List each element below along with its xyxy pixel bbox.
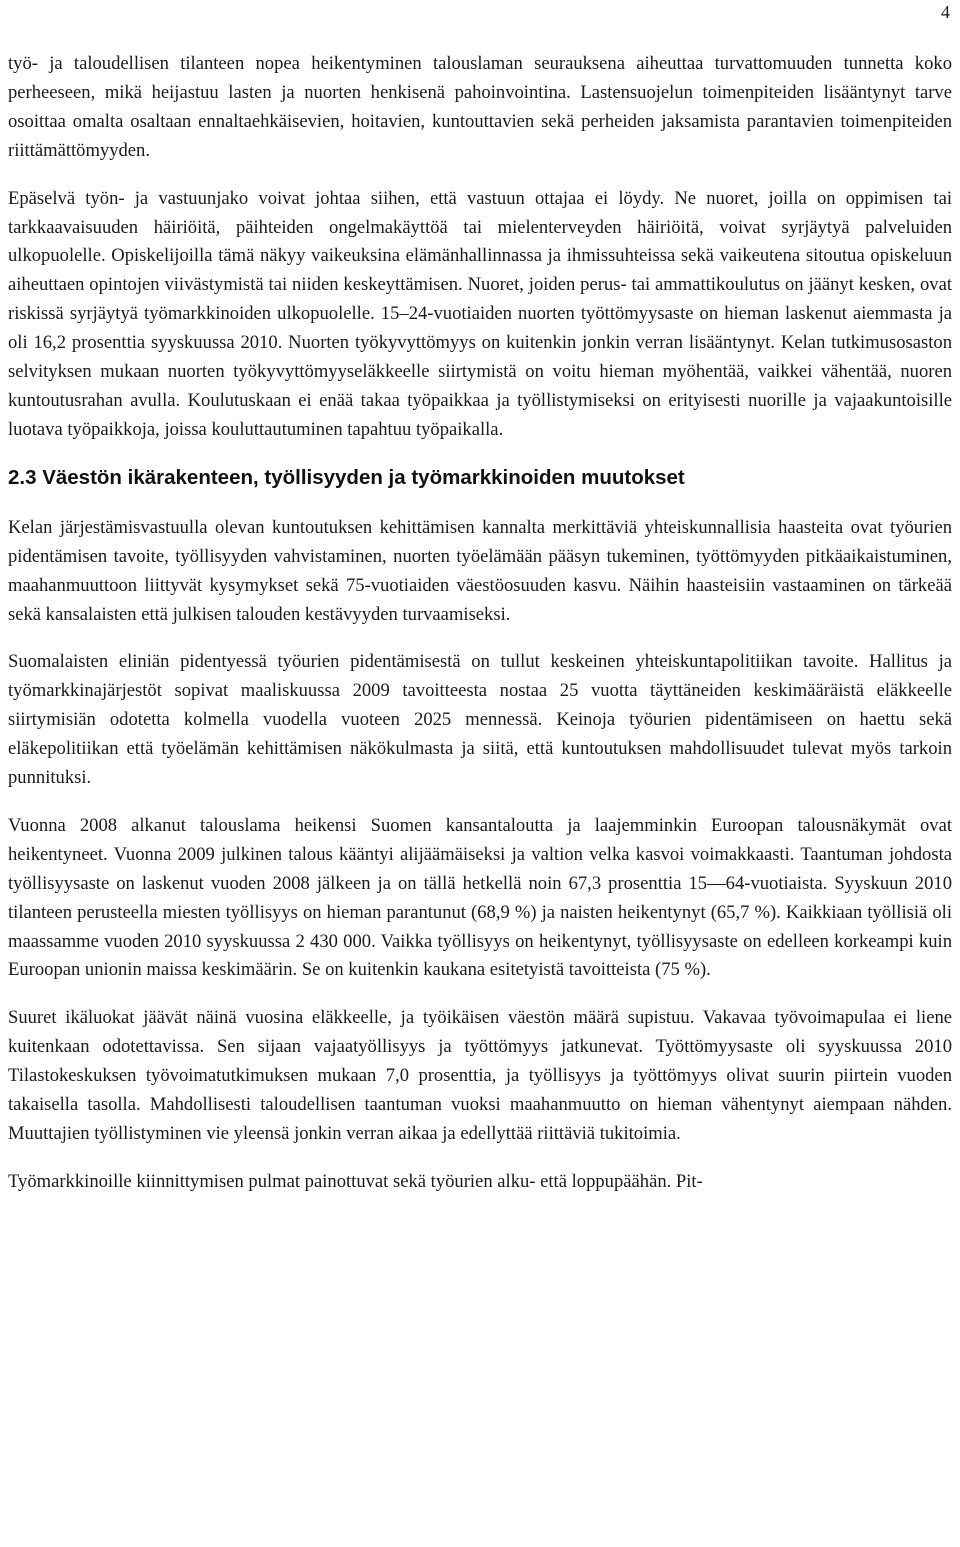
page-number: 4 bbox=[941, 2, 950, 22]
paragraph: Työmarkkinoille kiinnittymisen pulmat painottuvat sekä työurien alku- että loppupäähän. Pit- bbox=[8, 1170, 703, 1192]
paragraph: Suomalaisten eliniän pidentyessä työurien pidentämisestä on tullut keskeinen yhteiskuntapolitiikan tavoite. Hallitus ja työmarkkinajärjestöt sopivat maaliskuussa 2009 tavoitteesta nostaa 25 vuotta täyttäneiden keskimääräistä eläkkeelle siirtymisiän odotetta kolmella vuodella vuoteen 2025 mennessä. Keinoja työurien pidentämiseen on haettu sekä eläkepolitiikan että työelämän kehittämisen näkökulmasta ja siitä, että kuntoutuksen mahdollisuudet tulevat myös tarkoin punnituksi. bbox=[8, 651, 952, 789]
section-heading: 2.3 Väestön ikärakenteen, työllisyyden ja työmarkkinoiden muutokset bbox=[8, 465, 685, 489]
paragraph: Epäselvä työn- ja vastuunjako voivat johtaa siihen, että vastuun ottajaa ei löydy. Ne nuoret, joilla on oppimisen tai tarkkaavaisuuden häiriöitä, päihteiden ongelmakäyttöä tai mielenterveyden häiriöitä, voivat syrjäytyä palveluiden ulkopuolelle. Opiskelijoilla tämä näkyy vaikeuksina elämänhallinnassa ja ihmissuhteissa sekä vaikeutena sitoutua opiskeluun aiheuttaen opintojen viivästymistä tai niiden keskeyttämisen. Nuoret, joiden perus- tai ammattikoulutus on jäänyt kesken, ovat riskissä syrjäytyä työmarkkinoiden ulkopuolelle. 15–24-vuotiaiden nuorten työttömyysaste on hieman laskenut aiemmasta ja oli 16,2 prosenttia syyskuussa 2010. Nuorten työkyvyttömyys on kuitenkin jonkin verran lisääntynyt. Kelan tutkimusosaston selvityksen mukaan nuorten työkyvyttömyyseläkkeelle siirtymistä on voitu hieman myöhentää, vaikkei vähentää, nuoren kuntoutusrahan avulla. Koulutuskaan ei enää takaa työpaikkaa ja työllistymiseksi on erityisesti nuorille ja vajaakuntoisille luotava työpaikkoja, joissa kouluttautuminen tapahtuu työpaikalla. bbox=[8, 187, 952, 440]
paragraph: Kelan järjestämisvastuulla olevan kuntoutuksen kehittämisen kannalta merkittäviä yhteiskunnallisia haasteita ovat työurien pidentämisen tavoite, työllisyyden vahvistaminen, nuorten työelämään pääsyn tukeminen, työttömyyden pitkäaikaistuminen, maahanmuuttoon liittyvät kysymykset sekä 75-vuotiaiden väestöosuuden kasvu. Näihin haasteisiin vastaaminen on tärkeää sekä kansalaisten että julkisen talouden kestävyyden turvaamiseksi. bbox=[8, 516, 952, 625]
paragraph: Suuret ikäluokat jäävät näinä vuosina eläkkeelle, ja työikäisen väestön määrä supistuu. Vakavaa työvoimapulaa ei liene kuitenkaan odotettavissa. Sen sijaan vajaatyöllisyys ja työttömyys jatkunevat. Työttömyysaste oli syyskuussa 2010 Tilastokeskuksen työvoimatutkimuksen mukaan 7,0 prosenttia, ja työllisyys ja työttömyys olivat suurin piirtein vuoden takaisella tasolla. Mahdollisesti taloudellisen taantuman vuoksi maahanmuutto on hieman vähentynyt aiempaan nähden. Muuttajien työllistyminen vie yleensä jonkin verran aikaa ja edellyttää riittäviä tukitoimia. bbox=[8, 1007, 952, 1144]
document-body bbox=[8, 50, 952, 1216]
paragraph: Vuonna 2008 alkanut talouslama heikensi Suomen kansantaloutta ja laajemminkin Euroopan talousnäkymät ovat heikentyneet. Vuonna 2009 julkinen talous kääntyi alijäämäiseksi ja valtion velka kasvoi voimakkaasti. Taantuman johdosta työllisyysaste on laskenut vuoden 2008 jälkeen ja on tällä hetkellä noin 67,3 prosenttia 15—64-vuotiaista. Syyskuun 2010 tilanteen perusteella miesten työllisyys on hieman parantunut (68,9 %) ja naisten heikentynyt (65,7 %). Kaikkiaan työllisiä oli maassamme vuoden 2010 syyskuussa 2 430 000. Vaikka työllisyys on heikentynyt, työllisyysaste on edelleen korkeampi kuin Euroopan unionin maissa keskimäärin. Se on kuitenkin kaukana esitetyistä tavoitteista (75 %). bbox=[8, 814, 952, 981]
paragraph: työ- ja taloudellisen tilanteen nopea heikentyminen talouslaman seurauksena aiheuttaa turvattomuuden tunnetta koko perheeseen, mikä heijastuu lasten ja nuorten henkisenä pahoinvointina. Lastensuojelun toimenpiteiden lisääntynyt tarve osoittaa omalta osaltaan ennaltaehkäisevien, hoitavien, kuntouttavien sekä perheiden jaksamista parantavien toimenpiteiden riittämättömyyden. bbox=[8, 53, 952, 161]
